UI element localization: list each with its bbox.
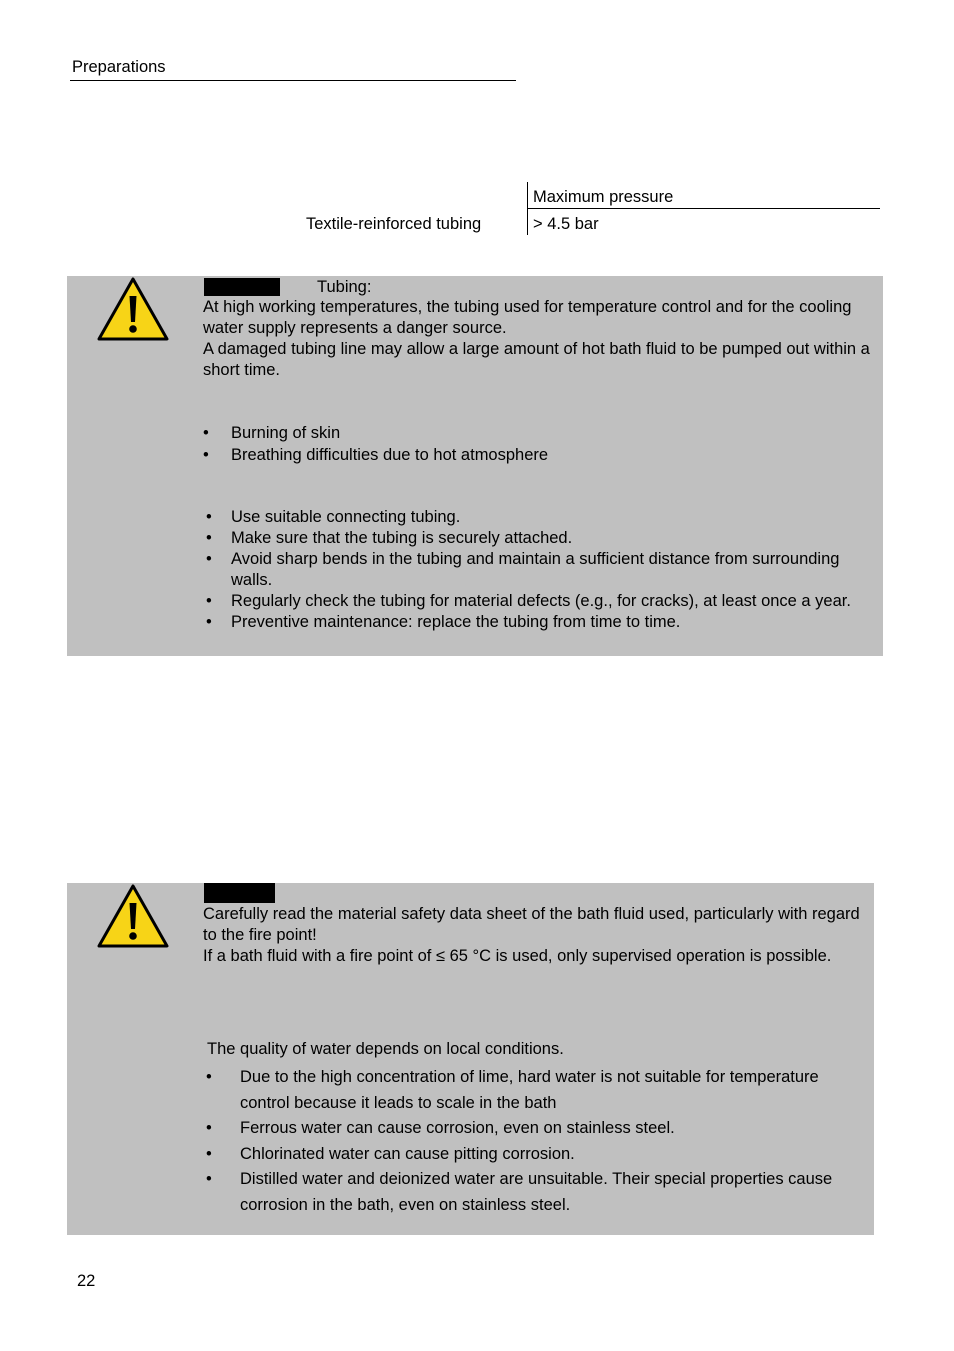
table-header-max-pressure: Maximum pressure	[533, 188, 674, 206]
signal-word-bar	[204, 278, 280, 296]
list-item: • Regularly check the tubing for material defects (e.g., for cracks), at least once a year.	[206, 591, 866, 612]
tubing-warning-box	[67, 276, 883, 656]
measures-list	[206, 507, 866, 633]
list-item: • Distilled water and deionized water are unsuitable. Their special properties cause corrosion in the bath, even on stainless steel.	[206, 1167, 866, 1218]
list-item: • Breathing difficulties due to hot atmosphere	[203, 444, 863, 466]
hazard-title: Tubing:	[317, 278, 372, 296]
list-item: • Preventive maintenance: replace the tubing from time to time.	[206, 612, 866, 633]
page-number: 22	[77, 1272, 96, 1290]
bath-fluid-description	[203, 904, 868, 967]
list-item: • Avoid sharp bends in the tubing and maintain a sufficient distance from surrounding walls.	[206, 549, 866, 591]
pressure-table	[300, 182, 880, 236]
header-rule	[70, 80, 516, 81]
list-item: • Ferrous water can cause corrosion, even on stainless steel.	[206, 1116, 866, 1142]
list-item: • Make sure that the tubing is securely attached.	[206, 528, 866, 549]
warning-triangle-icon	[96, 883, 170, 949]
tubing-description-text: At high working temperatures, the tubing used for temperature control and for the cooling water supply represents a danger source. A damaged tubing line may allow a large amount of hot bath fluid to be pumped out within a short time.	[203, 298, 870, 379]
consequences-list	[203, 422, 863, 466]
table-header-rule	[527, 208, 880, 209]
table-row-label: Textile-reinforced tubing	[306, 215, 482, 233]
page-header-title: Preparations	[72, 58, 166, 76]
water-quality-list	[206, 1065, 866, 1218]
list-item: • Chlorinated water can cause pitting corrosion.	[206, 1142, 866, 1168]
bath-fluid-description-text: Carefully read the material safety data sheet of the bath fluid used, particularly with regard to the fire point! If a bath fluid with a fire point of ≤ 65 °C is used, only supervised operation is possible.	[203, 905, 860, 965]
bath-fluid-warning-box	[67, 883, 874, 1235]
list-item: • Use suitable connecting tubing.	[206, 507, 866, 528]
signal-word-bar	[204, 883, 275, 903]
water-quality-intro: The quality of water depends on local conditions.	[207, 1040, 564, 1058]
list-item: • Due to the high concentration of lime, hard water is not suitable for temperature control because it leads to scale in the bath	[206, 1065, 866, 1116]
list-item: • Burning of skin	[203, 422, 863, 444]
tubing-hazard-description	[203, 297, 873, 381]
table-row-value: > 4.5 bar	[533, 215, 599, 233]
warning-triangle-icon	[96, 276, 170, 342]
